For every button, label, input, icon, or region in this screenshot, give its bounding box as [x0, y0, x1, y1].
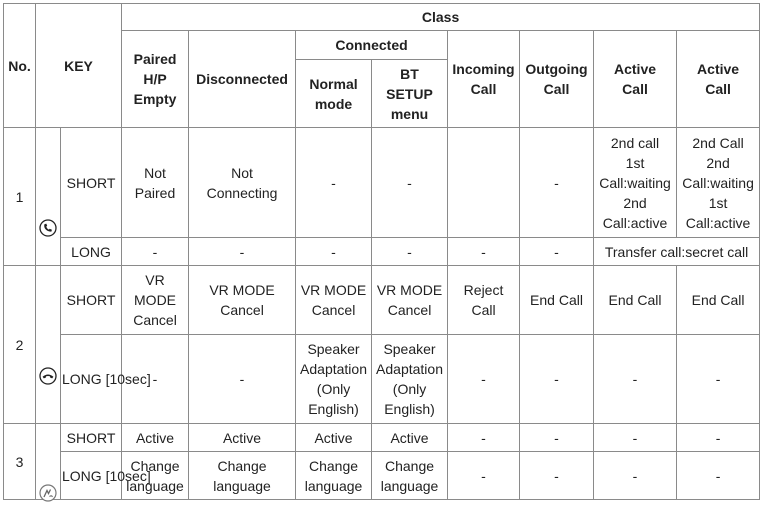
table-cell: VR MODE Cancel — [122, 266, 189, 335]
table-cell: Active — [122, 424, 189, 452]
header-active-call-2: Active Call — [677, 31, 760, 128]
table-cell: Active — [296, 424, 372, 452]
table-cell: VR MODE Cancel — [296, 266, 372, 335]
table-cell: - — [448, 424, 520, 452]
voice-recognition-icon — [39, 464, 57, 482]
table-cell: Change language — [189, 452, 296, 500]
table-cell: - — [594, 335, 677, 424]
table-cell: Speaker Adaptation (Only English) — [372, 335, 448, 424]
table-cell: - — [122, 238, 189, 266]
table-cell: Change language — [122, 452, 189, 500]
table-cell: Not Connecting — [189, 128, 296, 238]
table-cell: - — [677, 335, 760, 424]
key-icon-cell — [36, 424, 61, 500]
header-normal-mode: Normal mode — [296, 60, 372, 128]
key-type: SHORT — [61, 266, 122, 335]
table-cell: 2nd call 1st Call:waiting 2nd Call:active — [594, 128, 677, 238]
header-paired-empty: Paired H/P Empty — [122, 31, 189, 128]
row-number: 2 — [4, 266, 36, 424]
table-cell: - — [372, 128, 448, 238]
table-cell: - — [189, 238, 296, 266]
table-cell: End Call — [520, 266, 594, 335]
table-cell: Active — [372, 424, 448, 452]
table-cell: - — [594, 424, 677, 452]
key-type: LONG [10sec] — [61, 452, 122, 500]
table-cell: - — [520, 424, 594, 452]
header-outgoing-call: Outgoing Call — [520, 31, 594, 128]
table-cell: - — [189, 335, 296, 424]
header-incoming-call: Incoming Call — [448, 31, 520, 128]
table-cell: VR MODE Cancel — [189, 266, 296, 335]
table-row — [4, 128, 760, 238]
table-row — [4, 266, 760, 335]
table-cell: Speaker Adaptation (Only English) — [296, 335, 372, 424]
table-cell: End Call — [594, 266, 677, 335]
table-cell: - — [122, 335, 189, 424]
table-row — [4, 238, 760, 266]
key-type: SHORT — [61, 128, 122, 238]
row-number: 3 — [4, 424, 36, 500]
phone-hangup-icon — [39, 347, 57, 365]
table-cell: Transfer call:secret call — [594, 238, 760, 266]
table-cell: - — [520, 128, 594, 238]
header-active-call-1: Active Call — [594, 31, 677, 128]
table-cell: Active — [189, 424, 296, 452]
table-cell: - — [677, 452, 760, 500]
header-disconnected: Disconnected — [189, 31, 296, 128]
table-cell: - — [296, 238, 372, 266]
table-row — [4, 424, 760, 452]
table-row — [4, 335, 760, 424]
table-cell: - — [594, 452, 677, 500]
key-icon-cell — [36, 266, 61, 424]
table-cell: - — [448, 452, 520, 500]
table-cell: - — [520, 238, 594, 266]
table-cell: Not Paired — [122, 128, 189, 238]
header-class: Class — [122, 4, 760, 31]
table-cell — [448, 128, 520, 238]
header-bt-setup-menu: BT SETUP menu — [372, 60, 448, 128]
table-cell: 2nd Call 2nd Call:waiting 1st Call:active — [677, 128, 760, 238]
phone-call-icon — [39, 199, 57, 217]
table-cell: End Call — [677, 266, 760, 335]
key-type: LONG — [61, 238, 122, 266]
key-type: SHORT — [61, 424, 122, 452]
row-number: 1 — [4, 128, 36, 266]
table-cell: Change language — [372, 452, 448, 500]
table-row — [4, 452, 760, 500]
table-cell: VR MODE Cancel — [372, 266, 448, 335]
table-cell: - — [520, 335, 594, 424]
table-cell: - — [677, 424, 760, 452]
table-cell: - — [448, 238, 520, 266]
header-no: No. — [4, 4, 36, 128]
key-icon-cell — [36, 128, 61, 266]
key-type: LONG [10sec] — [61, 335, 122, 424]
header-key: KEY — [36, 4, 122, 128]
table-cell: - — [448, 335, 520, 424]
table-cell: - — [520, 452, 594, 500]
key-function-table — [3, 3, 760, 500]
table-cell: - — [372, 238, 448, 266]
header-connected: Connected — [296, 31, 448, 60]
table-cell: - — [296, 128, 372, 238]
table-cell: Change language — [296, 452, 372, 500]
table-cell: Reject Call — [448, 266, 520, 335]
